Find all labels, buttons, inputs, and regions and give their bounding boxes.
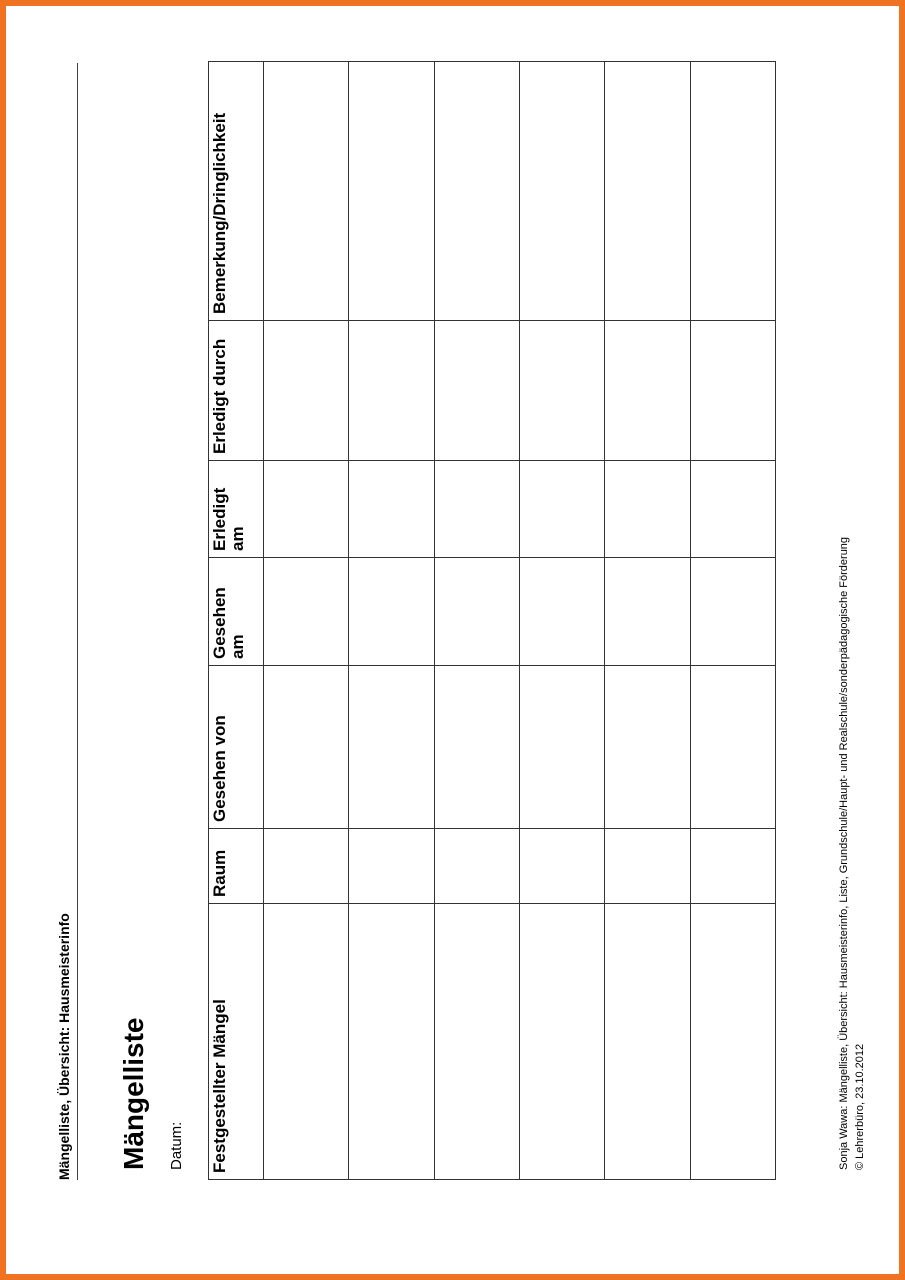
column-header-seen-on: Gesehen am xyxy=(209,558,264,666)
table-cell[interactable] xyxy=(519,904,604,1180)
table-cell[interactable] xyxy=(264,666,349,829)
table-cell[interactable] xyxy=(690,829,775,904)
table-cell[interactable] xyxy=(349,62,434,321)
table-cell[interactable] xyxy=(690,62,775,321)
table-cell[interactable] xyxy=(349,461,434,558)
table-cell[interactable] xyxy=(349,829,434,904)
table-cell[interactable] xyxy=(264,321,349,461)
table-cell[interactable] xyxy=(434,558,519,666)
column-header-room: Raum xyxy=(209,829,264,904)
footer-copyright: © Lehrerbüro, 23.10.2012 xyxy=(854,1043,866,1170)
table-cell[interactable] xyxy=(434,321,519,461)
table-row xyxy=(690,62,775,1180)
table-cell[interactable] xyxy=(434,904,519,1180)
table-row xyxy=(605,62,690,1180)
column-header-seen-by: Gesehen von xyxy=(209,666,264,829)
table-cell[interactable] xyxy=(519,829,604,904)
table-cell[interactable] xyxy=(605,666,690,829)
table-cell[interactable] xyxy=(690,904,775,1180)
header-rule xyxy=(77,63,78,1180)
table-cell[interactable] xyxy=(519,558,604,666)
table-cell[interactable] xyxy=(349,666,434,829)
table-cell[interactable] xyxy=(519,666,604,829)
table-cell[interactable] xyxy=(349,904,434,1180)
table-row xyxy=(434,62,519,1180)
table-row xyxy=(519,62,604,1180)
table-cell[interactable] xyxy=(434,62,519,321)
table-cell[interactable] xyxy=(690,321,775,461)
table-cell[interactable] xyxy=(690,558,775,666)
table-cell[interactable] xyxy=(264,904,349,1180)
table-cell[interactable] xyxy=(605,62,690,321)
table-cell[interactable] xyxy=(605,558,690,666)
table-cell[interactable] xyxy=(434,461,519,558)
column-header-defect: Festgestellter Mängel xyxy=(209,904,264,1180)
date-label: Datum: xyxy=(168,1121,185,1170)
table-cell[interactable] xyxy=(605,829,690,904)
page-title: Mängelliste xyxy=(118,1017,149,1170)
table-cell[interactable] xyxy=(519,62,604,321)
table-cell[interactable] xyxy=(264,62,349,321)
table-cell[interactable] xyxy=(264,558,349,666)
table-row xyxy=(349,62,434,1180)
table-cell[interactable] xyxy=(264,461,349,558)
table-cell[interactable] xyxy=(690,666,775,829)
column-header-done-by: Erledigt durch xyxy=(209,321,264,461)
footer xyxy=(836,537,868,1170)
table-header-row xyxy=(209,62,264,1180)
table-cell[interactable] xyxy=(519,461,604,558)
table-cell[interactable] xyxy=(690,461,775,558)
column-header-remark: Bemerkung/Dringlichkeit xyxy=(209,62,264,321)
table-cell[interactable] xyxy=(349,558,434,666)
defects-table xyxy=(208,61,776,1180)
footer-source: Sonja Wawa: Mängelliste, Übersicht: Hausmeisterinfo, Liste, Grundschule/Haupt- und Realschule/sonderpädagogische Förderung xyxy=(838,536,850,1170)
table-cell[interactable] xyxy=(264,829,349,904)
table-cell[interactable] xyxy=(605,321,690,461)
table-cell[interactable] xyxy=(434,666,519,829)
table-cell[interactable] xyxy=(434,829,519,904)
table-cell[interactable] xyxy=(349,321,434,461)
table-cell[interactable] xyxy=(519,321,604,461)
column-header-done-on: Erledigt am xyxy=(209,461,264,558)
header-title: Mängelliste, Übersicht: Hausmeisterinfo xyxy=(56,913,72,1180)
table-cell[interactable] xyxy=(605,904,690,1180)
table-cell[interactable] xyxy=(605,461,690,558)
table-row xyxy=(264,62,349,1180)
